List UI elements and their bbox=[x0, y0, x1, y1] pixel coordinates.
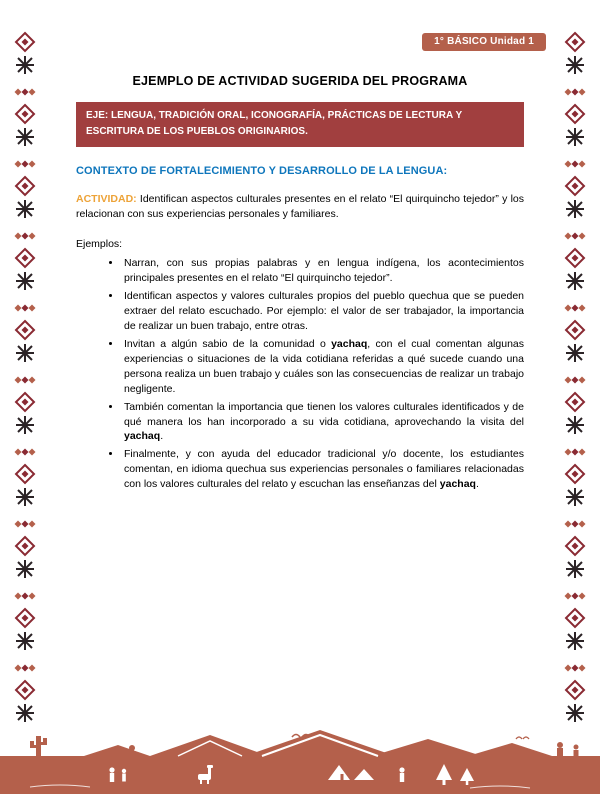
left-textile-border-pattern bbox=[12, 30, 38, 736]
mountain-silhouette bbox=[150, 735, 268, 756]
bullet-list bbox=[76, 256, 524, 492]
footer-illustration bbox=[0, 730, 600, 800]
ejemplos-label: Ejemplos: bbox=[76, 238, 123, 251]
eje-banner: EJE: LENGUA, TRADICIÓN ORAL, ICONOGRAFÍA, PRÁCTICAS DE LECTURA Y ESCRITURA DE LOS PUEBLOS ORIGINARIOS. bbox=[76, 102, 524, 147]
unit-badge: 1° BÁSICO Unidad 1 bbox=[422, 33, 546, 51]
contexto-heading: CONTEXTO DE FORTALECIMIENTO Y DESARROLLO DE LA LENGUA: bbox=[76, 165, 448, 177]
page-title: EJEMPLO DE ACTIVIDAD SUGERIDA DEL PROGRAMA bbox=[132, 74, 468, 88]
actividad-paragraph bbox=[76, 192, 524, 222]
bird-icon bbox=[516, 737, 529, 739]
actividad-label: ACTIVIDAD: bbox=[76, 193, 137, 205]
bullet-item: • Invitan a algún sabio de la comunidad o yachaq, con el cual comentan algunas experiencias o situaciones de la vida cotidiana referidas a qué sucede cuando una persona realiza un buen trabajo y cuáles son las consecuencias de realizar un trabajo negligente. bbox=[122, 337, 524, 397]
cactus-icon bbox=[30, 736, 47, 757]
mountain-silhouette bbox=[84, 745, 150, 756]
mountain-silhouette bbox=[372, 739, 482, 756]
content-area bbox=[76, 74, 524, 495]
mountain-silhouette bbox=[468, 743, 552, 756]
actividad-text: Identifican aspectos culturales presentes en el relato “El quirquincho tejedor” y los relacionan con sus experiencias personales y familiares. bbox=[76, 193, 525, 221]
bullet-item: • También comentan la importancia que tienen los valores culturales identificados y de qué manera los han incorporado a su vida cotidiana, aprovechando la visita del yachaq. bbox=[122, 400, 524, 445]
footer-band bbox=[0, 756, 600, 794]
mountain-silhouette bbox=[245, 730, 395, 756]
bullet-item: • Identifican aspectos y valores culturales propios del pueblo quechua que se pueden extraer del relato escuchado. Por ejemplo: el valor de ser trabajador, la importancia de realizar un buen trabajo, entre otras. bbox=[122, 289, 524, 334]
right-textile-border-pattern bbox=[562, 30, 588, 736]
bullet-item: • Finalmente, y con ayuda del educador tradicional y/o docente, los estudiantes comentan, en idioma quechua sus experiencias personales o familiares relacionadas con los valores culturales del relato y escuchan las enseñanzas del yachaq. bbox=[122, 447, 524, 492]
tent-door bbox=[341, 774, 344, 780]
bullet-item: • Narran, con sus propias palabras y en lengua indígena, los acontecimientos principales presentes en el relato “El quirquincho tejedor”. bbox=[122, 256, 524, 286]
